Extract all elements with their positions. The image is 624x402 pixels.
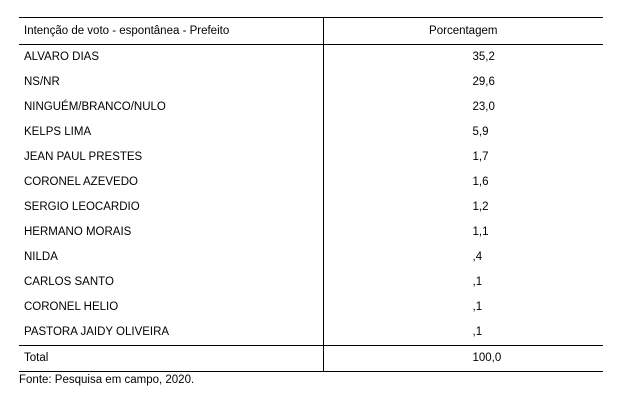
table-row — [19, 45, 603, 71]
candidate-name: CARLOS SANTO — [19, 270, 323, 295]
percentage-value: ,1 — [472, 326, 483, 338]
source-note: Fonte: Pesquisa em campo, 2020. — [19, 374, 195, 386]
header-value-cell: Porcentagem — [323, 18, 603, 45]
percentage-value: ,1 — [472, 276, 483, 288]
table-row — [19, 195, 603, 220]
table-row — [19, 145, 603, 170]
header-label-cell: Intenção de voto - espontânea - Prefeito — [19, 18, 323, 45]
percentage-value: 1,7 — [472, 151, 489, 163]
voting-intention-table — [19, 17, 603, 372]
candidate-name: ALVARO DIAS — [19, 45, 323, 71]
candidate-name: HERMANO MORAIS — [19, 220, 323, 245]
percentage-value: 35,2 — [472, 51, 495, 63]
voting-table-container — [19, 17, 603, 372]
table-row — [19, 270, 603, 295]
table-row — [19, 120, 603, 145]
candidate-name: NINGUÉM/BRANCO/NULO — [19, 95, 323, 120]
candidate-name: CORONEL HELIO — [19, 295, 323, 320]
table-row — [19, 95, 603, 120]
candidate-name: CORONEL AZEVEDO — [19, 170, 323, 195]
table-row — [19, 295, 603, 320]
percentage-value: ,4 — [472, 251, 483, 263]
percentage-value: ,1 — [472, 301, 483, 313]
percentage-value: 23,0 — [472, 101, 495, 113]
table-row — [19, 220, 603, 245]
percentage-value: 5,9 — [472, 126, 489, 138]
candidate-name: SERGIO LEOCARDIO — [19, 195, 323, 220]
table-row — [19, 170, 603, 195]
percentage-value: 1,1 — [472, 226, 489, 238]
percentage-value: 1,2 — [472, 201, 489, 213]
candidate-name: NILDA — [19, 245, 323, 270]
total-label: Total — [19, 346, 323, 372]
total-value: 100,0 — [323, 346, 603, 372]
table-row — [19, 245, 603, 270]
table-header-row — [19, 18, 603, 45]
percentage-value: 29,6 — [472, 76, 495, 88]
candidate-name: PASTORA JAIDY OLIVEIRA — [19, 320, 323, 346]
total-row — [19, 346, 603, 372]
table-row — [19, 320, 603, 346]
percentage-value: 1,6 — [472, 176, 489, 188]
candidate-name: KELPS LIMA — [19, 120, 323, 145]
table-row — [19, 70, 603, 95]
candidate-name: NS/NR — [19, 70, 323, 95]
candidate-name: JEAN PAUL PRESTES — [19, 145, 323, 170]
